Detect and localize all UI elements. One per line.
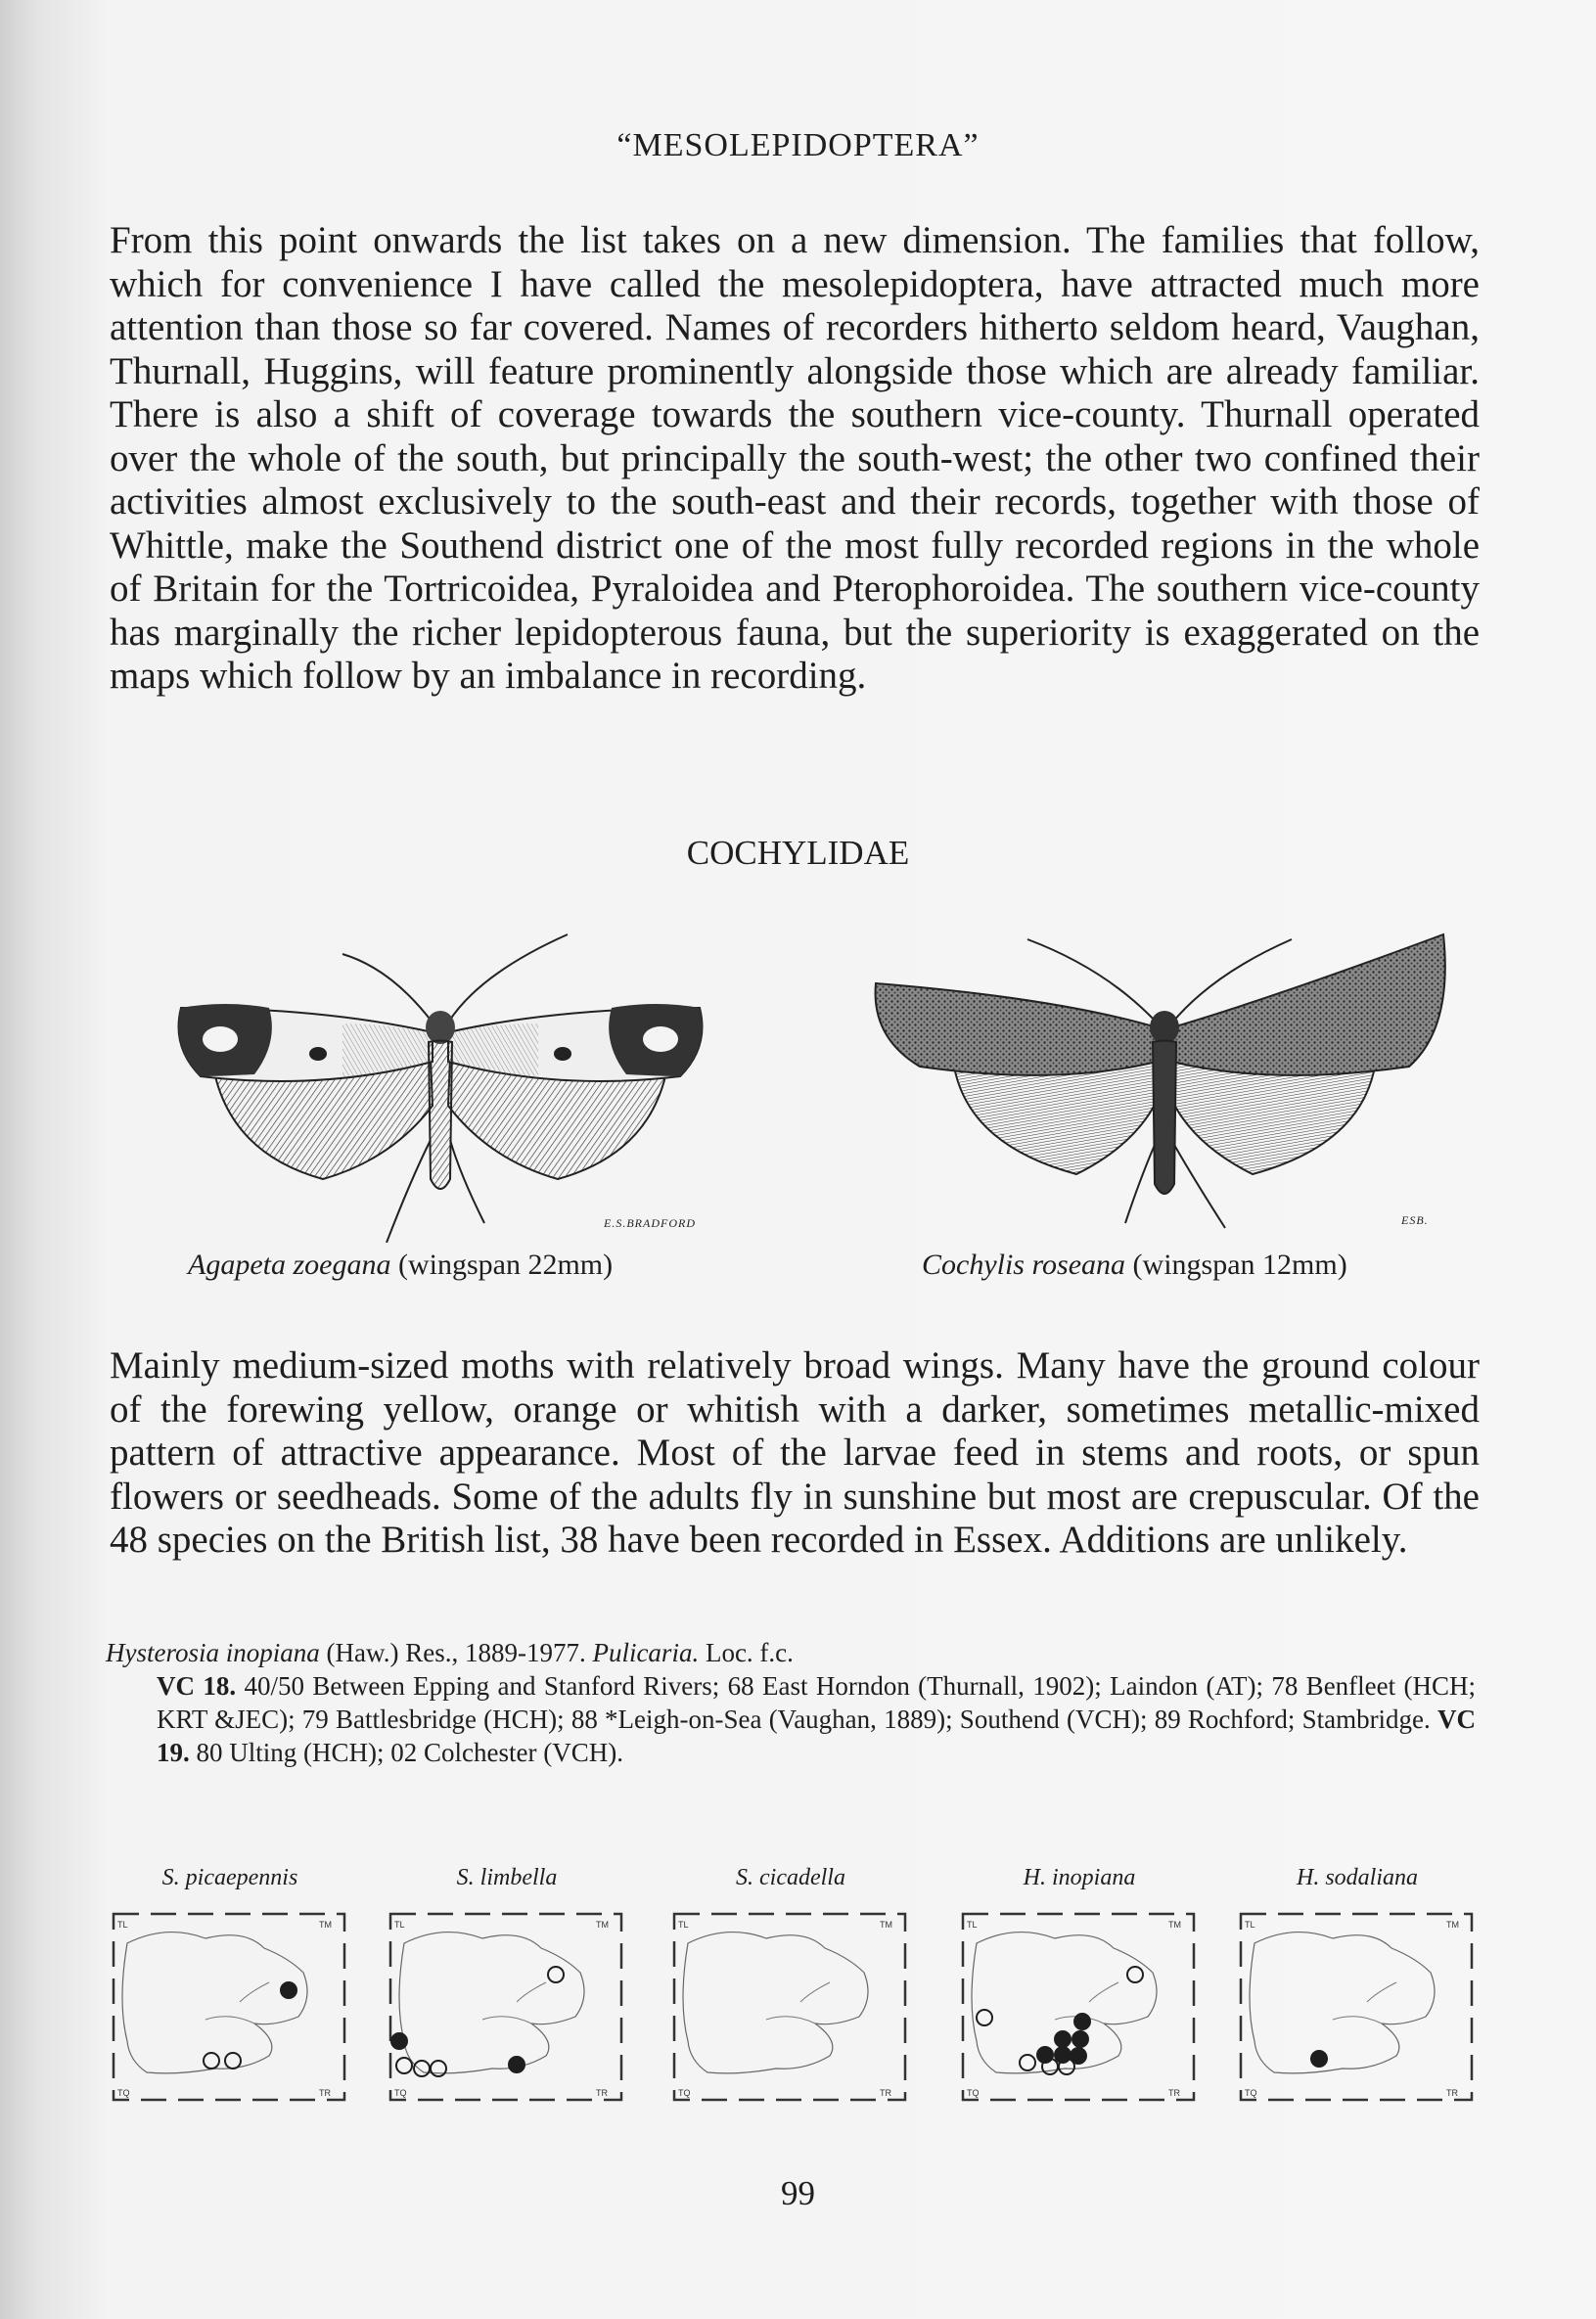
estuary-line [482, 1982, 546, 2023]
grid-label: TQ [1245, 2088, 1257, 2098]
essex-map [385, 1904, 629, 2110]
estuary-line [1333, 1982, 1396, 2023]
vice-county-19-records: 80 Ulting (HCH); 02 Colchester (VCH). [189, 1738, 623, 1767]
record-dot-open [396, 2058, 412, 2073]
grid-label: TR [1446, 2088, 1458, 2098]
grid-label: TL [678, 1920, 689, 1930]
estuary-line [766, 1982, 830, 2023]
intro-paragraph: From this point onwards the list takes on a new dimension. The families that follow, which for convenience I have called the mesolepidoptera, have attracted much more attention than those so far covered. Names of recorders hitherto seldom heard, Vaughan, Thurnall, Huggins, will feature prominently alongside those which are already familiar. There is also a shift of coverage towards the southern vice-county. Thurnall operated over the whole of the south, but principally the south-west; the other two confined their activities almost exclusively to the south-east and their records, together with those of Whittle, make the Southend district one of the most fully recorded regions in the whole of Britain for the Tortricoidea, Pyraloidea and Pterophoroidea. The southern vice-county has marginally the richer lepidopterous fauna, but the superiority is exaggerated on the maps which follow by an imbalance in recording. [110, 219, 1480, 697]
grid-label: TL [967, 1920, 978, 1930]
essex-map [108, 1904, 352, 2110]
record-dot-open [225, 2053, 241, 2069]
essex-map [957, 1904, 1202, 2110]
map-title: S. limbella [456, 1865, 558, 1890]
page-number: 99 [781, 2174, 815, 2212]
record-dot-filled [1074, 2014, 1090, 2029]
grid-label: TL [117, 1920, 128, 1930]
caption-wingspan: (wingspan 22mm) [397, 1249, 614, 1281]
record-dot-filled [1311, 2051, 1327, 2067]
record-dot-filled [1072, 2031, 1088, 2047]
distribution-map-s-picaepennis [108, 1861, 352, 2110]
species-distribution: Loc. f.c. [699, 1638, 794, 1667]
record-dot-open [1127, 1967, 1143, 1982]
record-dot-open [204, 2053, 219, 2069]
county-outline [122, 1932, 307, 2073]
map-title: H. sodaliana [1296, 1865, 1418, 1890]
distribution-map-h-sodaliana [1235, 1861, 1480, 2110]
map-frame [674, 1914, 905, 2100]
distribution-map-s-limbella [385, 1861, 629, 2110]
grid-label: TQ [678, 2088, 691, 2098]
grid-label: TQ [967, 2088, 980, 2098]
artist-signature: ESB. [1401, 1213, 1429, 1227]
record-dot-filled [509, 2057, 524, 2072]
record-dot-filled [281, 1982, 296, 1998]
estuary-line [205, 1982, 269, 2023]
grid-label: TL [1245, 1920, 1255, 1930]
caption-wingspan: (wingspan 12mm) [1132, 1249, 1347, 1281]
caption-species-name: Cochylis roseana [922, 1249, 1126, 1281]
map-frame [390, 1914, 621, 2100]
page-title: “MESOLEPIDOPTERA” [616, 127, 980, 163]
map-frame [1241, 1914, 1472, 2100]
grid-label: TL [394, 1920, 405, 1930]
map-frame [963, 1914, 1194, 2100]
county-outline [399, 1932, 584, 2073]
species-entry-header [106, 1636, 1476, 1669]
map-title: H. inopiana [1023, 1865, 1136, 1890]
essex-map [668, 1904, 913, 2110]
record-dot-open [431, 2061, 446, 2076]
grid-label: TR [1168, 2088, 1180, 2098]
grid-label: TM [880, 1920, 892, 1930]
county-outline [683, 1932, 868, 2073]
vice-county-18-records: 40/50 Between Epping and Stanford Rivers; 68 East Horndon (Thurnall, 1902); Laindon (AT); 78 Benfleet (HCH; KRT &JEC); 79 Battlesbridge (HCH); 88 *Leigh-on-Sea (Vaughan, 1889); Southend (VCH); 89 Rochford; Stambridge. [157, 1671, 1477, 1734]
essex-map [1235, 1904, 1480, 2110]
grid-label: TQ [117, 2088, 130, 2098]
grid-label: TM [1446, 1920, 1459, 1930]
map-frame [114, 1914, 344, 2100]
record-dot-open [1020, 2055, 1035, 2070]
grid-label: TM [596, 1920, 609, 1930]
species-name: Hysterosia inopiana [106, 1638, 320, 1667]
species-status: (Haw.) Res., 1889-1977. [319, 1638, 593, 1667]
caption-species-name: Agapeta zoegana [188, 1249, 391, 1281]
section-heading: COCHYLIDAE [686, 834, 910, 872]
map-title: S. cicadella [736, 1865, 845, 1890]
artist-signature: E.S.BRADFORD [604, 1216, 696, 1230]
grid-label: TR [880, 2088, 891, 2098]
species-records [106, 1669, 1476, 1769]
grid-label: TR [596, 2088, 608, 2098]
record-dot-open [414, 2061, 430, 2076]
distribution-map-s-cicadella [668, 1861, 913, 2110]
figure-caption-agapeta [188, 1249, 613, 1282]
vice-county-18-label: VC 18. [157, 1671, 237, 1701]
moth-illustration-cochylis-roseana [861, 930, 1458, 1243]
record-dot-filled [391, 2033, 407, 2049]
county-outline [1250, 1932, 1435, 2073]
moth-illustration-agapeta-zoegana [147, 930, 734, 1243]
record-dot-open [977, 2010, 992, 2025]
family-description: Mainly medium-sized moths with relatively broad wings. Many have the ground colour of the forewing yellow, orange or whitish with a darker, sometimes metallic-mixed pattern of attractive appearance. Most of the larvae feed in stems and roots, or spun flowers or seedheads. Some of the adults fly in sunshine but most are crepuscular. Of the 48 species on the British list, 38 have been recorded in Essex. Additions are unlikely. [110, 1344, 1480, 1561]
grid-label: TR [319, 2088, 331, 2098]
grid-label: TM [1168, 1920, 1181, 1930]
map-title: S. picaepennis [161, 1865, 298, 1890]
record-dot-open [548, 1967, 564, 1982]
figure-caption-cochylis [922, 1249, 1347, 1282]
distribution-map-h-inopiana [957, 1861, 1202, 2110]
record-dot-filled [1055, 2031, 1071, 2047]
vice-county-19-label: VC 19. [157, 1705, 1476, 1767]
grid-label: TQ [394, 2088, 407, 2098]
grid-label: TM [319, 1920, 332, 1930]
species-foodplant: Pulicaria. [592, 1638, 700, 1667]
species-entry [106, 1636, 1476, 1769]
